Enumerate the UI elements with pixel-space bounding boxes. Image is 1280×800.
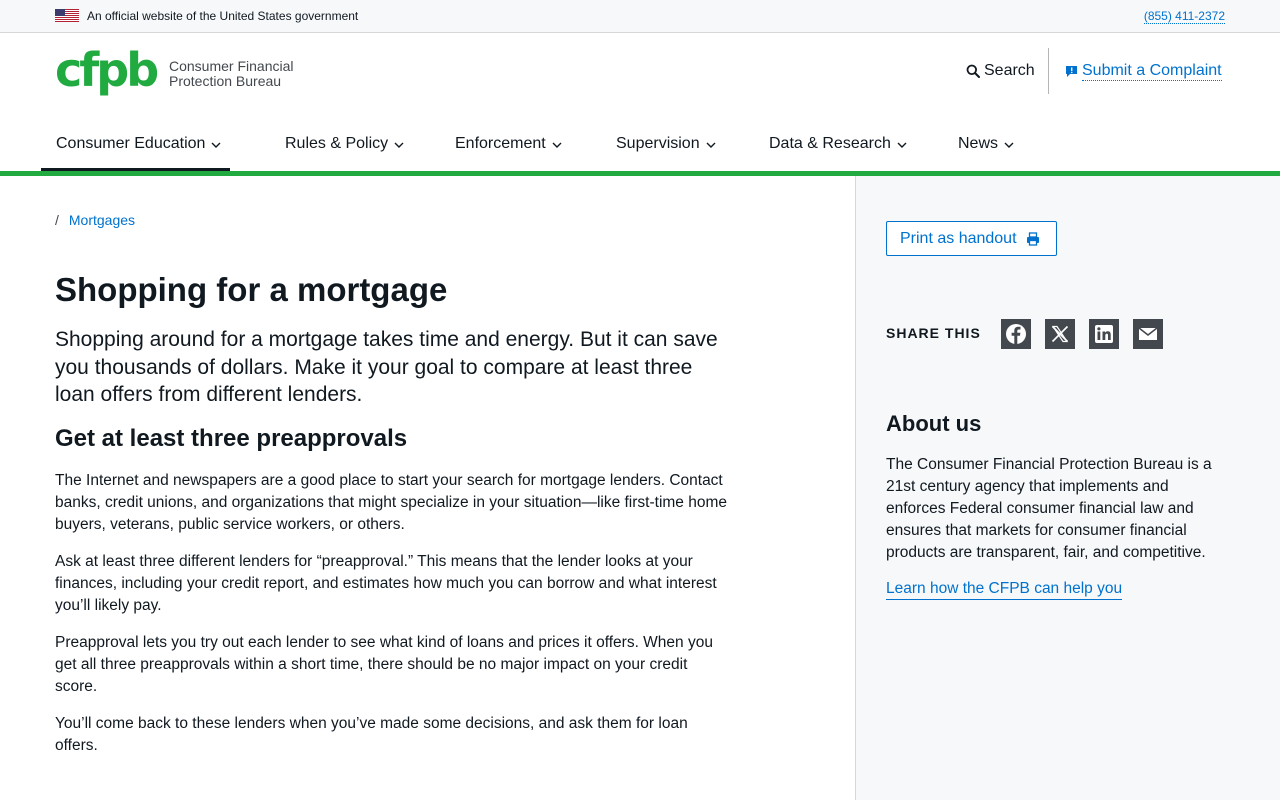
logo-name-line2: Protection Bureau <box>169 73 282 89</box>
nav-item-enforcement[interactable] <box>455 135 562 172</box>
share-label: SHARE THIS <box>886 325 981 341</box>
nav-item-label: News <box>958 135 999 152</box>
cfpb-logo[interactable] <box>55 43 295 99</box>
nav-item-news[interactable] <box>958 135 1014 172</box>
complaint-label: Submit a Complaint <box>1082 62 1222 79</box>
gov-banner-text: An official website of the United States government <box>87 9 359 23</box>
nav-item-label: Supervision <box>616 135 700 152</box>
nav-item-data-research[interactable] <box>769 135 907 172</box>
nav-item-consumer-education[interactable] <box>41 135 230 172</box>
main-nav <box>0 125 1280 172</box>
x-icon[interactable] <box>1045 319 1075 349</box>
chevron-down-icon <box>394 141 404 149</box>
chevron-down-icon <box>706 141 716 149</box>
linkedin-icon[interactable] <box>1089 319 1119 349</box>
breadcrumb-link-mortgages[interactable]: Mortgages <box>68 212 136 228</box>
search-icon <box>966 64 980 78</box>
complaint-icon <box>1065 65 1078 78</box>
logo-agency-name <box>169 59 294 89</box>
chevron-down-icon <box>211 141 221 149</box>
breadcrumb <box>55 212 135 228</box>
search-label: Search <box>984 62 1035 79</box>
print-handout-button[interactable] <box>886 221 1057 256</box>
us-flag-icon <box>55 9 79 22</box>
header-divider <box>1048 48 1049 94</box>
printer-icon <box>1026 232 1040 246</box>
breadcrumb-separator: / <box>55 212 59 228</box>
chevron-down-icon <box>897 141 907 149</box>
submit-complaint-link[interactable] <box>1065 61 1222 81</box>
gov-banner <box>0 0 1280 33</box>
nav-item-label: Rules & Policy <box>285 135 389 152</box>
sidebar <box>855 176 1280 800</box>
gov-phone-link[interactable]: (855) 411-2372 <box>1143 9 1225 23</box>
search-button[interactable] <box>966 61 1035 81</box>
chevron-down-icon <box>552 141 562 149</box>
section-heading: Get at least three preapprovals <box>55 425 408 452</box>
about-us-text: The Consumer Financial Protection Bureau is a 21st century agency that implements and enforces Federal consumer financial law and ensures that markets for consumer financial products are transparent, fair, and competitive. <box>886 456 1212 561</box>
nav-item-label: Consumer Education <box>56 135 206 152</box>
body-paragraph: Preapproval lets you try out each lender to see what kind of loans and prices it offers. When you get all three preapprovals within a short time, there should be no major impact on your credit score. <box>55 634 713 695</box>
facebook-icon[interactable] <box>1001 319 1031 349</box>
body-paragraph: You’ll come back to these lenders when you’ve made some decisions, and ask them for loan offers. <box>55 715 688 754</box>
lead-paragraph: Shopping around for a mortgage takes time and energy. But it can save you thousands of dollars. Make it your goal to compare at least three loan offers from different lenders. <box>55 328 718 406</box>
chevron-down-icon <box>1004 141 1014 149</box>
nav-item-rules-policy[interactable] <box>285 135 404 172</box>
nav-item-supervision[interactable] <box>616 135 716 172</box>
page-title: Shopping for a mortgage <box>55 271 448 308</box>
body-paragraph: The Internet and newspapers are a good place to start your search for mortgage lenders. Contact banks, credit unions, and organizations that might specialize in your situation—like first-time home buyers, veterans, public service workers, or others. <box>55 472 727 533</box>
logo-name-line1: Consumer Financial <box>169 58 294 74</box>
nav-item-label: Enforcement <box>455 135 546 152</box>
learn-how-cfpb-link[interactable]: Learn how the CFPB can help you <box>886 579 1122 600</box>
email-icon[interactable] <box>1133 319 1163 349</box>
logo-wordmark: cfpb <box>55 43 157 97</box>
nav-item-label: Data & Research <box>769 135 891 152</box>
body-paragraph: Ask at least three different lenders for “preapproval.” This means that the lender looks at your finances, including your credit report, and estimates how much you can borrow and what interest you’ll likely pay. <box>55 553 717 614</box>
about-us-heading: About us <box>886 411 982 436</box>
print-handout-label: Print as handout <box>900 229 1017 247</box>
